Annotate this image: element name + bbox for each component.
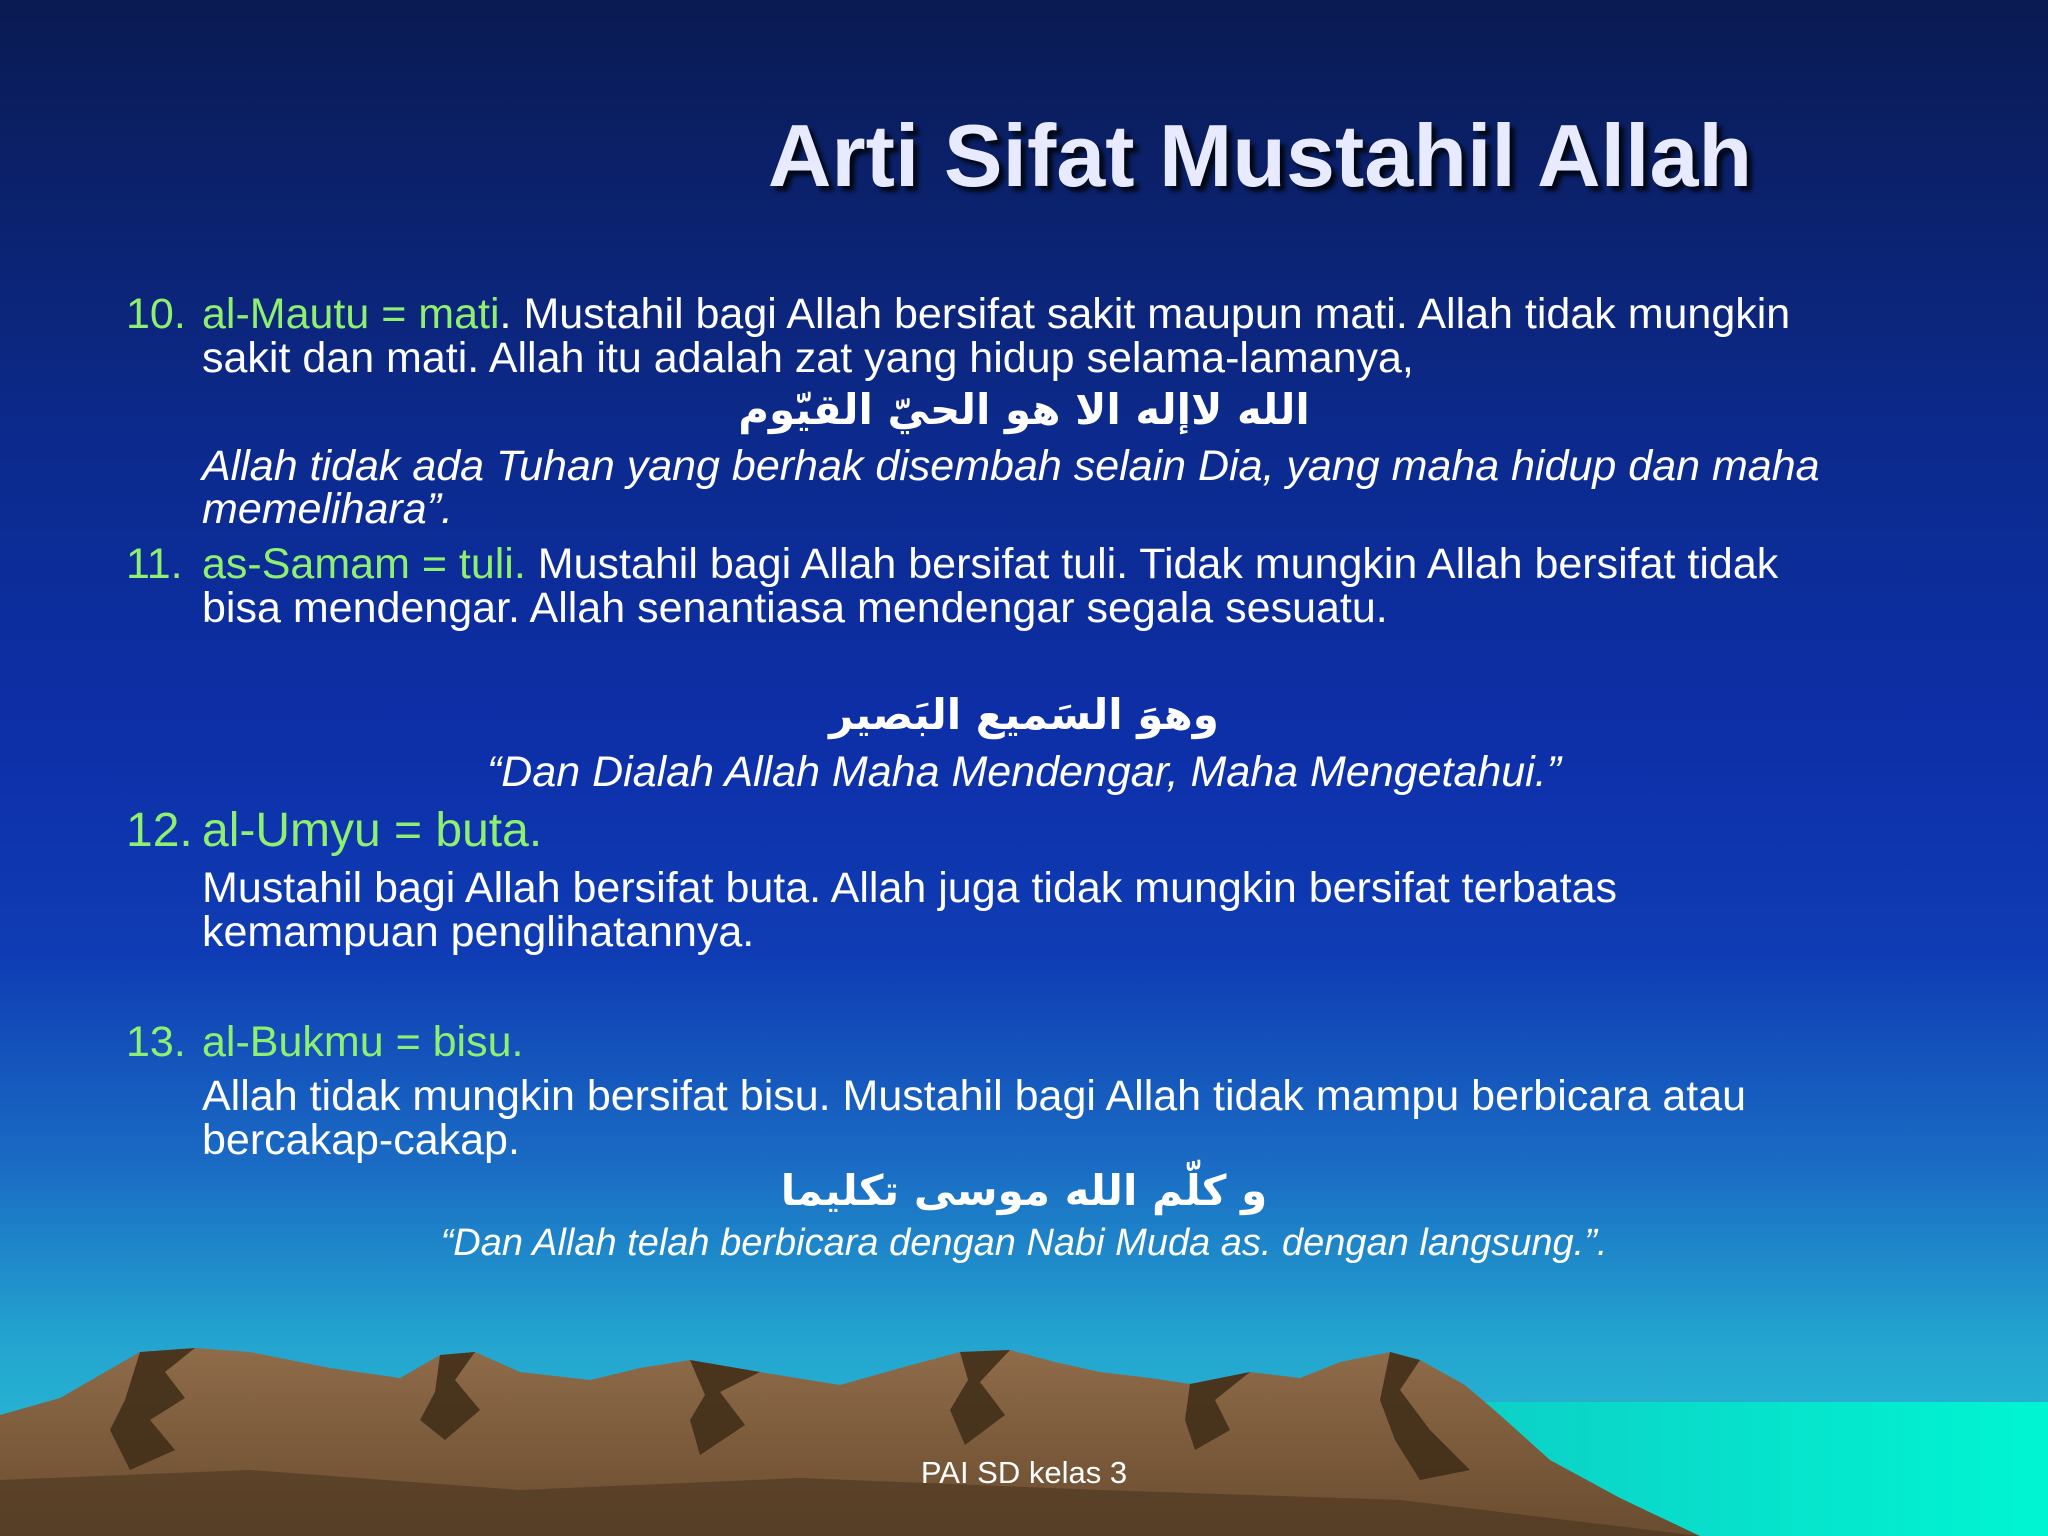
item-number: 13. bbox=[126, 1018, 186, 1066]
item-term: as-Samam = tuli. bbox=[202, 540, 526, 588]
arabic-verse: الله لاإله الا هو الحيّ القيّوم bbox=[738, 385, 1310, 434]
item-text: Allah tidak mungkin bersifat bisu. Mustahil bagi Allah tidak mampu berbicara atau bbox=[202, 1072, 1747, 1120]
item-text: Mustahil bagi Allah bersifat buta. Allah juga tidak mungkin bersifat terbatas bbox=[202, 864, 1618, 912]
slide-title: Arti Sifat Mustahil Allah bbox=[767, 106, 1753, 205]
item-text: bisa mendengar. Allah senantiasa mendengar segala sesuatu. bbox=[202, 584, 1388, 632]
verse-translation: “Dan Allah telah berbicara dengan Nabi Muda as. dengan langsung.”. bbox=[440, 1222, 1608, 1264]
slide-footer: PAI SD kelas 3 bbox=[920, 1455, 1128, 1490]
verse-translation: Allah tidak ada Tuhan yang berhak disembah selain Dia, yang maha hidup dan maha bbox=[202, 442, 1820, 490]
item-number: 12. bbox=[126, 804, 193, 857]
item-text: bercakap-cakap. bbox=[202, 1116, 520, 1164]
item-text: sakit dan mati. Allah itu adalah zat yang hidup selama-lamanya, bbox=[202, 334, 1414, 382]
arabic-verse: وهوَ السَميع البَصير bbox=[829, 690, 1219, 739]
item-term: al-Bukmu = bisu. bbox=[202, 1018, 524, 1066]
arabic-verse: و كلّم الله موسى تكليما bbox=[780, 1166, 1268, 1215]
verse-translation: memelihara”. bbox=[202, 485, 453, 533]
item-text: Mustahil bagi Allah bersifat tuli. Tidak mungkin Allah bersifat tidak bbox=[525, 540, 1779, 588]
verse-translation: “Dan Dialah Allah Maha Mendengar, Maha Mengetahui.” bbox=[486, 748, 1562, 796]
item-line bbox=[202, 292, 1790, 336]
item-number: 11. bbox=[126, 540, 183, 588]
item-term: al-Umyu = buta. bbox=[202, 804, 543, 857]
item-term: al-Mautu = mati bbox=[202, 290, 500, 338]
item-number: 10. bbox=[126, 290, 186, 338]
item-text: . Mustahil bagi Allah bersifat sakit maupun mati. Allah tidak mungkin bbox=[499, 290, 1791, 338]
item-line bbox=[202, 542, 1778, 586]
item-text: kemampuan penglihatannya. bbox=[202, 908, 755, 956]
